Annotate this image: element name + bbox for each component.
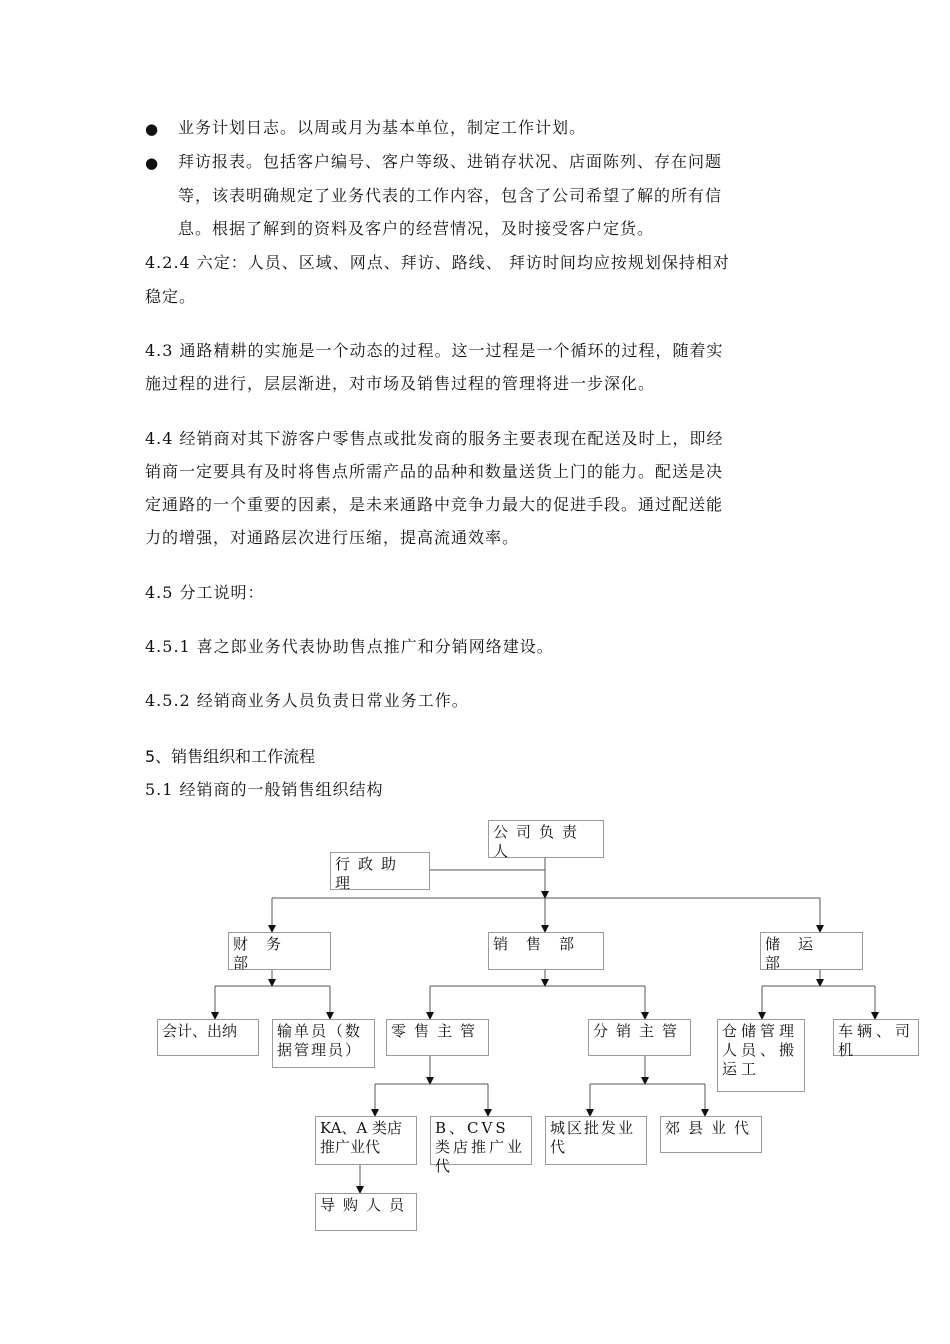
org-box-distribution-manager: 分销主管 bbox=[588, 1019, 691, 1056]
org-box-ka-rep: KA、A 类店推广业代 bbox=[315, 1116, 417, 1165]
paragraph-452: 4.5.2 经销商业务人员负责日常业务工作。 bbox=[145, 691, 469, 710]
org-box-data-entry: 输单员（数据管理员） bbox=[272, 1019, 375, 1068]
paragraph-line: 4.4 经销商对其下游客户零售点或批发商的服务主要表现在配送及时上，即经 bbox=[145, 429, 724, 448]
org-box-city-rep: 城区批发业代 bbox=[545, 1116, 647, 1165]
org-box-vehicle: 车辆、司机 bbox=[833, 1019, 919, 1056]
bullet-text: 业务计划日志。以周或月为基本单位，制定工作计划。 bbox=[178, 118, 587, 137]
sub-heading: 5.1 经销商的一般销售组织结构 bbox=[145, 780, 384, 799]
org-box-accountant: 会计、出纳 bbox=[157, 1019, 259, 1056]
section-heading: 5、销售组织和工作流程 bbox=[145, 747, 316, 766]
paragraph-line: 定通路的一个重要的因素，是未来通路中竞争力最大的促进手段。通过配送能 bbox=[145, 495, 724, 514]
org-box-county-rep: 郊县业代 bbox=[660, 1116, 762, 1153]
paragraph-line: 力的增强，对通路层次进行压缩，提高流通效率。 bbox=[145, 528, 520, 547]
org-box-promoter: 导购人员 bbox=[315, 1193, 417, 1231]
bullet-text: 等，该表明确规定了业务代表的工作内容，包含了公司希望了解的所有信 bbox=[178, 186, 723, 205]
paragraph-line: 4.3 通路精耕的实施是一个动态的过程。这一过程是一个循环的过程，随着实 bbox=[145, 341, 724, 360]
org-box-sales: 销售部 bbox=[488, 932, 604, 970]
org-box-head: 公司负责人 bbox=[488, 820, 604, 858]
org-box-warehouse: 仓储管理人员、搬运工 bbox=[717, 1019, 805, 1092]
org-box-assistant: 行政助理 bbox=[330, 852, 430, 890]
org-box-finance: 财务部 bbox=[228, 932, 331, 970]
bullet-text: 拜访报表。包括客户编号、客户等级、进销存状况、店面陈列、存在问题 bbox=[178, 152, 723, 171]
bullet-dot: ● bbox=[145, 120, 159, 138]
org-box-logistics: 储运部 bbox=[760, 932, 863, 970]
org-box-bcvs-rep: B、CVS 类店推广业代 bbox=[430, 1116, 532, 1165]
paragraph-line: 4.2.4 六定：人员、区域、网点、拜访、路线、 拜访时间均应按规划保持相对 bbox=[145, 253, 730, 272]
bullet-text: 息。根据了解到的资料及客户的经营情况，及时接受客户定货。 bbox=[178, 219, 655, 238]
paragraph-45: 4.5 分工说明： bbox=[145, 583, 265, 602]
bullet-dot: ● bbox=[145, 154, 159, 172]
paragraph-line: 稳定。 bbox=[145, 287, 197, 306]
org-box-retail-manager: 零售主管 bbox=[386, 1019, 489, 1056]
paragraph-451: 4.5.1 喜之郎业务代表协助售点推广和分销网络建设。 bbox=[145, 637, 554, 656]
paragraph-line: 施过程的进行，层层渐进，对市场及销售过程的管理将进一步深化。 bbox=[145, 374, 656, 393]
paragraph-line: 销商一定要具有及时将售点所需产品的品种和数量送货上门的能力。配送是决 bbox=[145, 462, 724, 481]
